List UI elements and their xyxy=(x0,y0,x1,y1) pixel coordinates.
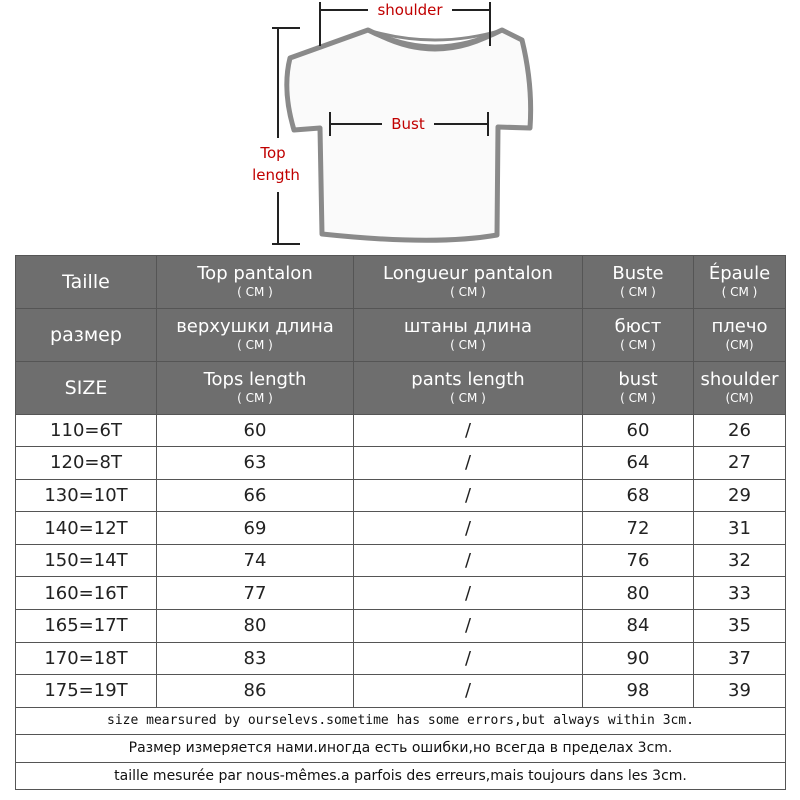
header-cell xyxy=(694,361,786,414)
size-cell: 150=14T xyxy=(16,544,157,577)
top-length-cell: 60 xyxy=(157,414,354,447)
table-row xyxy=(16,609,786,642)
measurement-note: Размер измеряется нами.иногда есть ошибки,но всегда в пределах 3cm. xyxy=(16,735,786,762)
header-unit: ( CM ) xyxy=(450,285,486,300)
pants-length-cell: / xyxy=(354,414,583,447)
bust-cell: 90 xyxy=(583,642,694,675)
header-row xyxy=(16,308,786,361)
header-cell xyxy=(694,308,786,361)
size-cell: 120=8T xyxy=(16,447,157,480)
header-cell xyxy=(157,361,354,414)
size-cell: 110=6T xyxy=(16,414,157,447)
header-measure-name: штаны длина xyxy=(403,316,533,338)
header-unit: ( CM ) xyxy=(237,391,273,406)
shoulder-cell: 37 xyxy=(694,642,786,675)
header-row-label: SIZE xyxy=(16,361,157,414)
top-length-cell: 74 xyxy=(157,544,354,577)
header-measure-name: shoulder xyxy=(700,369,779,391)
header-measure-name: pants length xyxy=(411,369,525,391)
header-row xyxy=(16,256,786,309)
pants-length-cell: / xyxy=(354,642,583,675)
header-cell xyxy=(354,256,583,309)
top-length-cell: 83 xyxy=(157,642,354,675)
header-cell xyxy=(354,308,583,361)
table-row xyxy=(16,577,786,610)
table-row xyxy=(16,642,786,675)
pants-length-cell: / xyxy=(354,675,583,708)
top-length-label-line1: Top xyxy=(260,144,286,162)
header-unit: ( CM ) xyxy=(721,285,758,300)
size-chart-table xyxy=(15,255,786,790)
header-cell xyxy=(583,256,694,309)
shoulder-cell: 39 xyxy=(694,675,786,708)
header-unit: (CM) xyxy=(725,391,754,406)
top-length-cell: 66 xyxy=(157,479,354,512)
header-unit: ( CM ) xyxy=(237,285,273,300)
header-measure-name: Longueur pantalon xyxy=(383,263,553,285)
pants-length-cell: / xyxy=(354,544,583,577)
header-cell xyxy=(354,361,583,414)
bust-cell: 76 xyxy=(583,544,694,577)
shoulder-cell: 35 xyxy=(694,609,786,642)
top-length-cell: 80 xyxy=(157,609,354,642)
header-measure-name: Épaule xyxy=(708,263,771,285)
shoulder-cell: 31 xyxy=(694,512,786,545)
header-measure-name: бюст xyxy=(614,316,662,338)
top-length-cell: 86 xyxy=(157,675,354,708)
header-measure-name: плечо xyxy=(711,316,768,338)
header-unit: (CM) xyxy=(725,338,754,353)
header-measure-name: Buste xyxy=(612,263,664,285)
note-row xyxy=(16,707,786,734)
header-unit: ( CM ) xyxy=(450,338,486,353)
top-length-label-line2: length xyxy=(252,166,300,184)
header-unit: ( CM ) xyxy=(237,338,273,353)
pants-length-cell: / xyxy=(354,609,583,642)
table-row xyxy=(16,512,786,545)
shoulder-cell: 29 xyxy=(694,479,786,512)
top-length-cell: 77 xyxy=(157,577,354,610)
header-measure-name: Tops length xyxy=(203,369,307,391)
header-cell xyxy=(157,256,354,309)
pants-length-cell: / xyxy=(354,577,583,610)
table-row xyxy=(16,447,786,480)
bust-cell: 72 xyxy=(583,512,694,545)
shoulder-cell: 27 xyxy=(694,447,786,480)
header-cell xyxy=(157,308,354,361)
header-unit: ( CM ) xyxy=(620,338,656,353)
header-unit: ( CM ) xyxy=(620,391,656,406)
table-row xyxy=(16,675,786,708)
bust-label: Bust xyxy=(391,115,425,133)
pants-length-cell: / xyxy=(354,479,583,512)
size-cell: 130=10T xyxy=(16,479,157,512)
header-row xyxy=(16,361,786,414)
size-cell: 175=19T xyxy=(16,675,157,708)
top-length-cell: 63 xyxy=(157,447,354,480)
shoulder-cell: 33 xyxy=(694,577,786,610)
bust-cell: 84 xyxy=(583,609,694,642)
shoulder-cell: 32 xyxy=(694,544,786,577)
bust-cell: 98 xyxy=(583,675,694,708)
table-row xyxy=(16,414,786,447)
bust-cell: 80 xyxy=(583,577,694,610)
header-measure-name: Top pantalon xyxy=(197,263,313,285)
bust-cell: 68 xyxy=(583,479,694,512)
size-cell: 160=16T xyxy=(16,577,157,610)
tshirt-outline xyxy=(287,30,531,240)
table-row xyxy=(16,479,786,512)
size-cell: 165=17T xyxy=(16,609,157,642)
top-length-cell: 69 xyxy=(157,512,354,545)
header-row-label: размер xyxy=(16,308,157,361)
tshirt-measurement-diagram xyxy=(0,0,800,250)
header-cell xyxy=(694,256,786,309)
header-measure-name: верхушки длина xyxy=(176,316,334,338)
note-row xyxy=(16,762,786,790)
note-row xyxy=(16,735,786,762)
bust-cell: 60 xyxy=(583,414,694,447)
header-cell xyxy=(583,361,694,414)
header-row-label: Taille xyxy=(16,256,157,309)
header-unit: ( CM ) xyxy=(620,285,656,300)
pants-length-cell: / xyxy=(354,447,583,480)
bust-cell: 64 xyxy=(583,447,694,480)
size-cell: 170=18T xyxy=(16,642,157,675)
pants-length-cell: / xyxy=(354,512,583,545)
size-cell: 140=12T xyxy=(16,512,157,545)
size-chart-body xyxy=(16,256,786,790)
shoulder-cell: 26 xyxy=(694,414,786,447)
header-measure-name: bust xyxy=(618,369,658,391)
header-unit: ( CM ) xyxy=(450,391,486,406)
header-cell xyxy=(583,308,694,361)
table-row xyxy=(16,544,786,577)
shoulder-label: shoulder xyxy=(377,1,443,19)
measurement-note: taille mesurée par nous-mêmes.a parfois des erreurs,mais toujours dans les 3cm. xyxy=(16,762,786,790)
measurement-note: size mearsured by ourselevs.sometime has some errors,but always within 3cm. xyxy=(16,707,786,734)
